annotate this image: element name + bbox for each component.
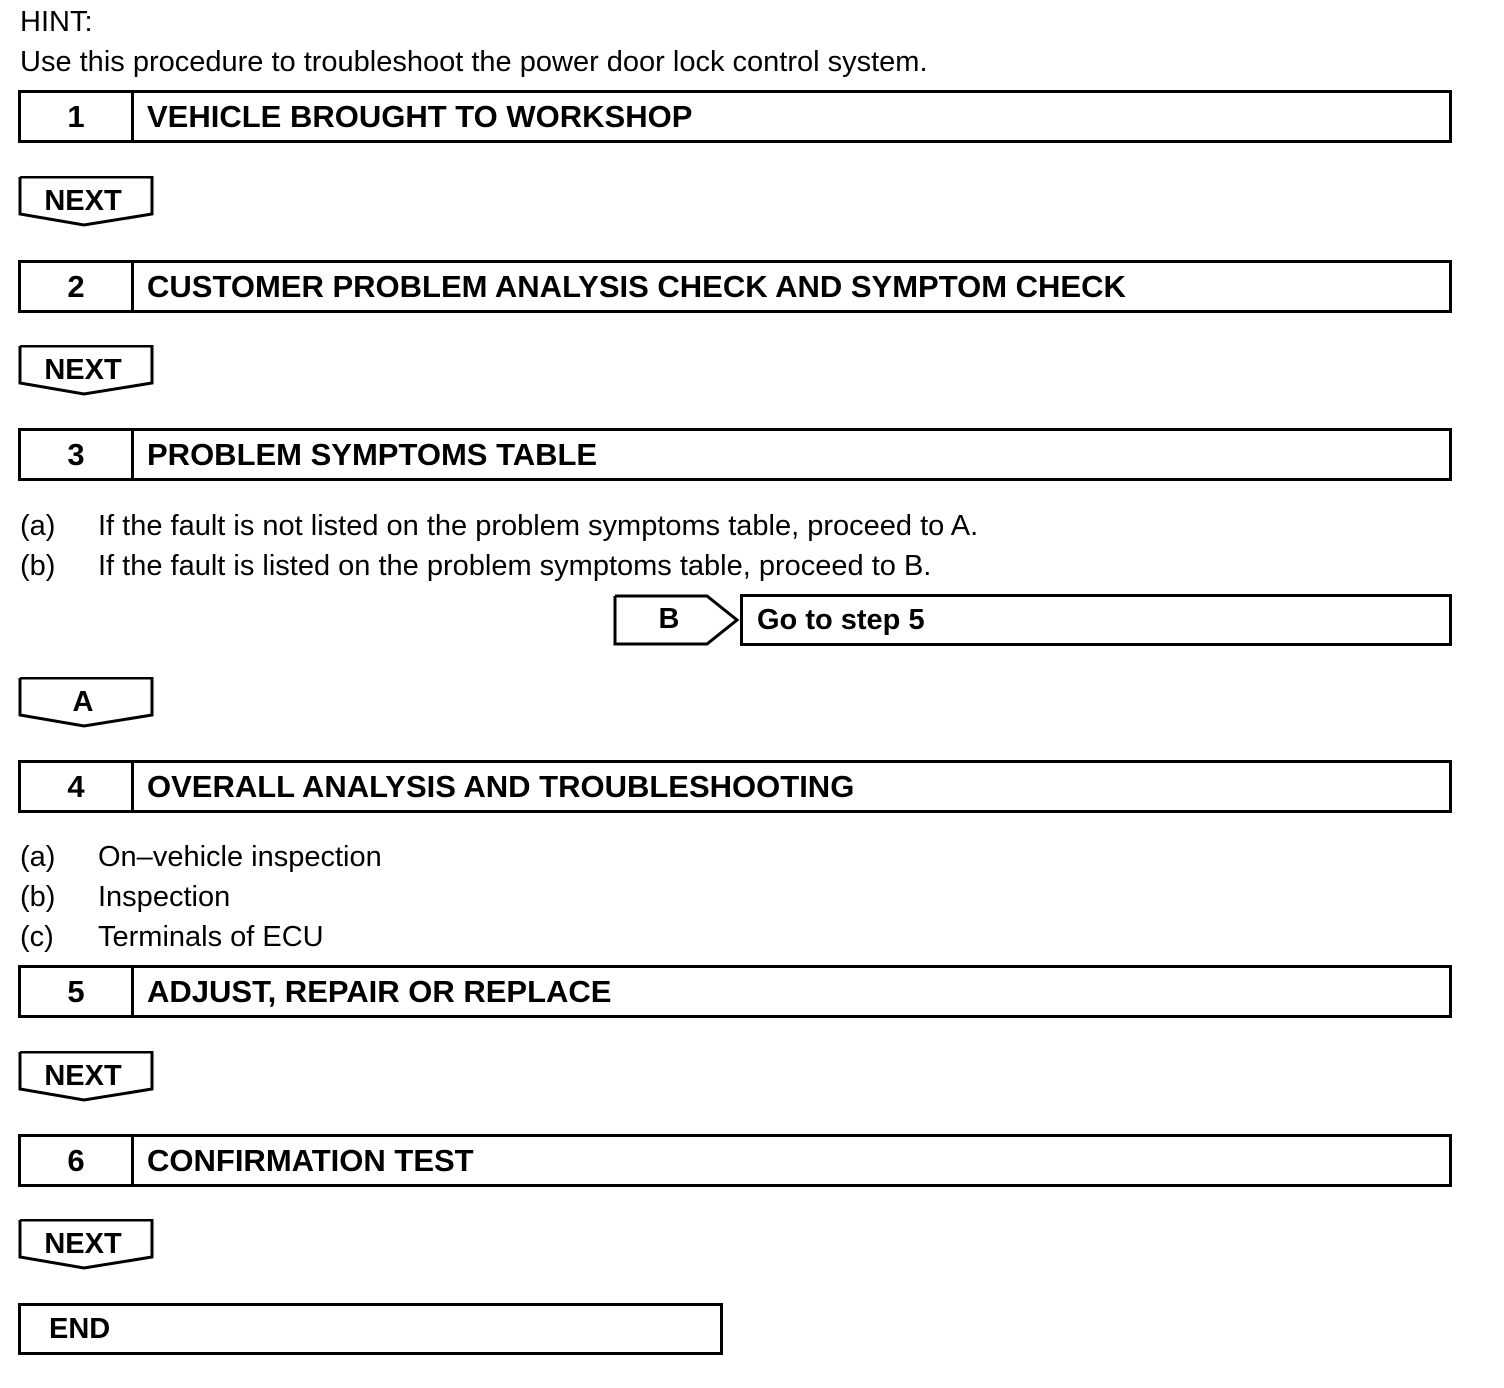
- step-title: ADJUST, REPAIR OR REPLACE: [147, 974, 612, 1009]
- step-title: OVERALL ANALYSIS AND TROUBLESHOOTING: [147, 769, 855, 804]
- step-6-box: [18, 1134, 1452, 1187]
- item-marker: (c): [20, 921, 54, 953]
- next-arrow-1: [18, 176, 155, 228]
- item-text: Terminals of ECU: [98, 921, 324, 953]
- step-title: PROBLEM SYMPTOMS TABLE: [147, 437, 598, 472]
- step-number: 5: [21, 968, 134, 1015]
- step-1-box: [18, 90, 1452, 143]
- end-label: END: [49, 1313, 111, 1345]
- next-arrow-2: [18, 345, 155, 397]
- branch-b-target: Go to step 5: [757, 604, 925, 636]
- hint-text: Use this procedure to troubleshoot the power door lock control system.: [20, 46, 928, 78]
- branch-b-label: B: [658, 603, 680, 635]
- item-text: If the fault is not listed on the problem symptoms table, proceed to A.: [98, 510, 979, 542]
- next-arrow-4: [18, 1219, 155, 1271]
- item-text: On–vehicle inspection: [98, 841, 382, 873]
- step-5-box: [18, 965, 1452, 1018]
- next-label: NEXT: [44, 1060, 122, 1092]
- next-arrow-3: [18, 1051, 155, 1103]
- item-text: Inspection: [98, 881, 231, 913]
- hint-label: HINT:: [20, 6, 93, 38]
- step-4-box: [18, 760, 1452, 813]
- next-label: NEXT: [44, 354, 122, 386]
- branch-a-label: A: [72, 686, 94, 718]
- step-number: 6: [21, 1137, 134, 1184]
- step-3-box: [18, 428, 1452, 481]
- item-marker: (a): [20, 510, 56, 542]
- item-text: If the fault is listed on the problem symptoms table, proceed to B.: [98, 550, 932, 582]
- step-title: VEHICLE BROUGHT TO WORKSHOP: [147, 99, 693, 134]
- step-number: 4: [21, 763, 134, 810]
- branch-b-arrow: [613, 594, 741, 646]
- step-number: 3: [21, 431, 134, 478]
- next-label: NEXT: [44, 185, 122, 217]
- step-number: 2: [21, 263, 134, 310]
- step-title: CONFIRMATION TEST: [147, 1143, 474, 1178]
- branch-a-arrow: [18, 677, 155, 729]
- step-number: 1: [21, 93, 134, 140]
- branch-b-target-box: [740, 594, 1452, 646]
- step-title: CUSTOMER PROBLEM ANALYSIS CHECK AND SYMPTOM CHECK: [147, 269, 1126, 304]
- next-label: NEXT: [44, 1228, 122, 1260]
- item-marker: (b): [20, 550, 56, 582]
- end-box: [18, 1303, 723, 1355]
- item-marker: (b): [20, 881, 56, 913]
- step-2-box: [18, 260, 1452, 313]
- item-marker: (a): [20, 841, 56, 873]
